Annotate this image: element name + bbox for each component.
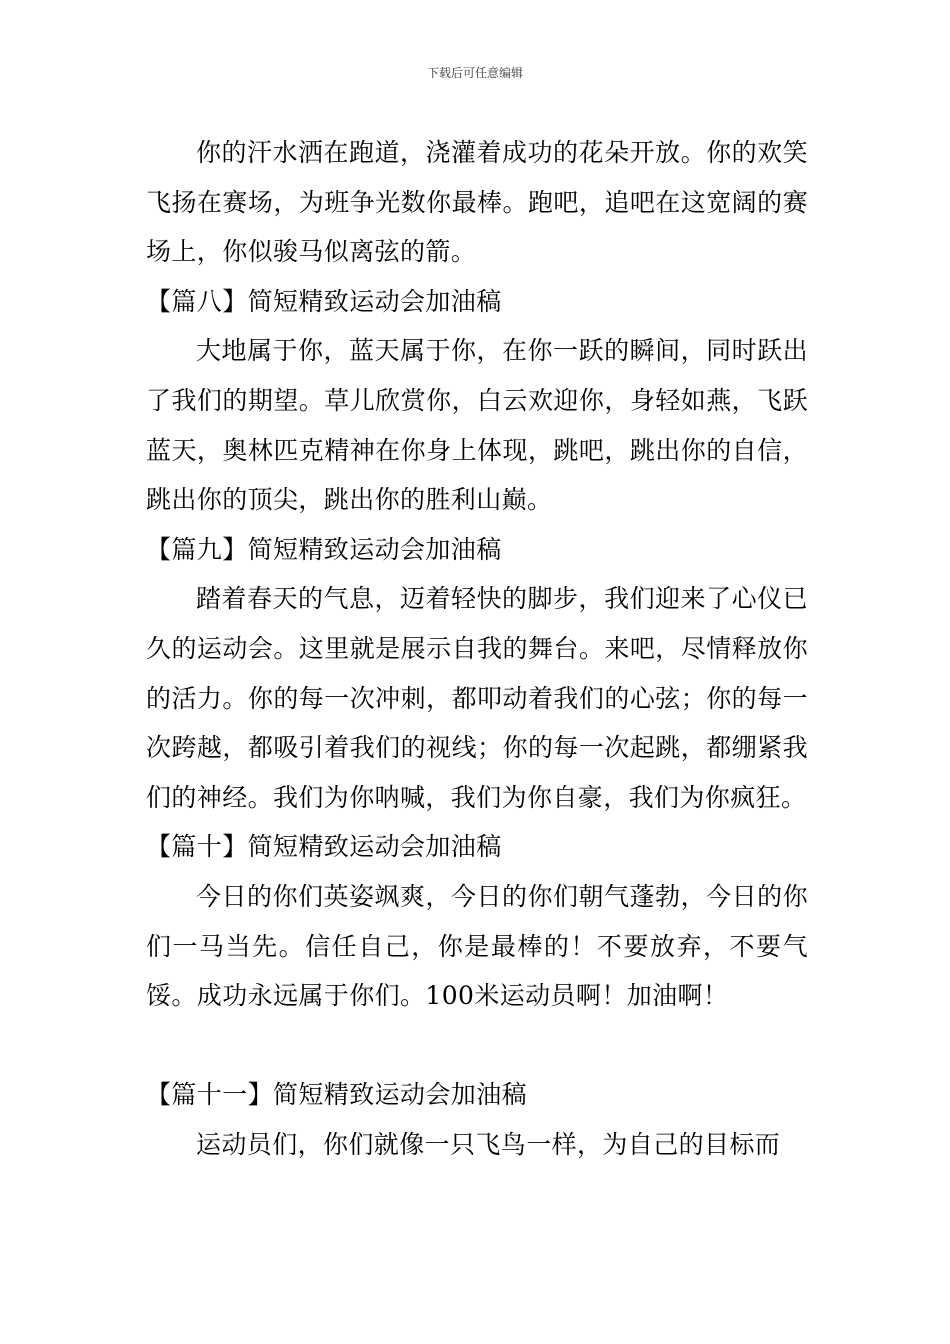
paragraph-10: 今日的你们英姿飒爽，今日的你们朝气蓬勃，今日的你们一马当先。信任自己，你是最棒的！不要放弃，不要气馁。成功永远属于你们。100米运动员啊！加油啊！ xyxy=(146,881,808,1011)
blank-line xyxy=(146,1021,808,1071)
paragraph-11: 运动员们，你们就像一只飞鸟一样，为自己的目标而 xyxy=(196,1129,781,1159)
page-header: 下载后可任意编辑 xyxy=(426,66,523,80)
section-heading-11: 【篇十一】简短精致运动会加油稿 xyxy=(146,1080,528,1110)
paragraph-9: 踏着春天的气息，迈着轻快的脚步，我们迎来了心仪已久的运动会。这里就是展示自我的舞台。来吧，尽情释放你的活力。你的每一次冲刺，都叩动着我们的心弦；你的每一次跨越，都吸引着我们的视线；你的每一次起跳，都绷紧我们的神经。我们为你呐喊，我们为你自豪，我们为你疯狂。 xyxy=(146,584,808,812)
document-body xyxy=(146,128,808,1169)
paragraph-8: 大地属于你，蓝天属于你，在你一跃的瞬间，同时跃出了我们的期望。草儿欣赏你，白云欢迎你，身轻如燕，飞跃蓝天，奥林匹克精神在你身上体现，跳吧，跳出你的自信，跳出你的顶尖，跳出你的胜利山巅。 xyxy=(146,336,808,515)
section-heading-8: 【篇八】简短精致运动会加油稿 xyxy=(146,286,502,316)
section-heading-9: 【篇九】简短精致运动会加油稿 xyxy=(146,534,502,564)
paragraph-7: 你的汗水洒在跑道，浇灌着成功的花朵开放。你的欢笑飞扬在赛场，为班争光数你最棒。跑吧，追吧在这宽阔的赛场上，你似骏马似离弦的箭。 xyxy=(146,138,808,267)
section-heading-10: 【篇十】简短精致运动会加油稿 xyxy=(146,832,502,862)
